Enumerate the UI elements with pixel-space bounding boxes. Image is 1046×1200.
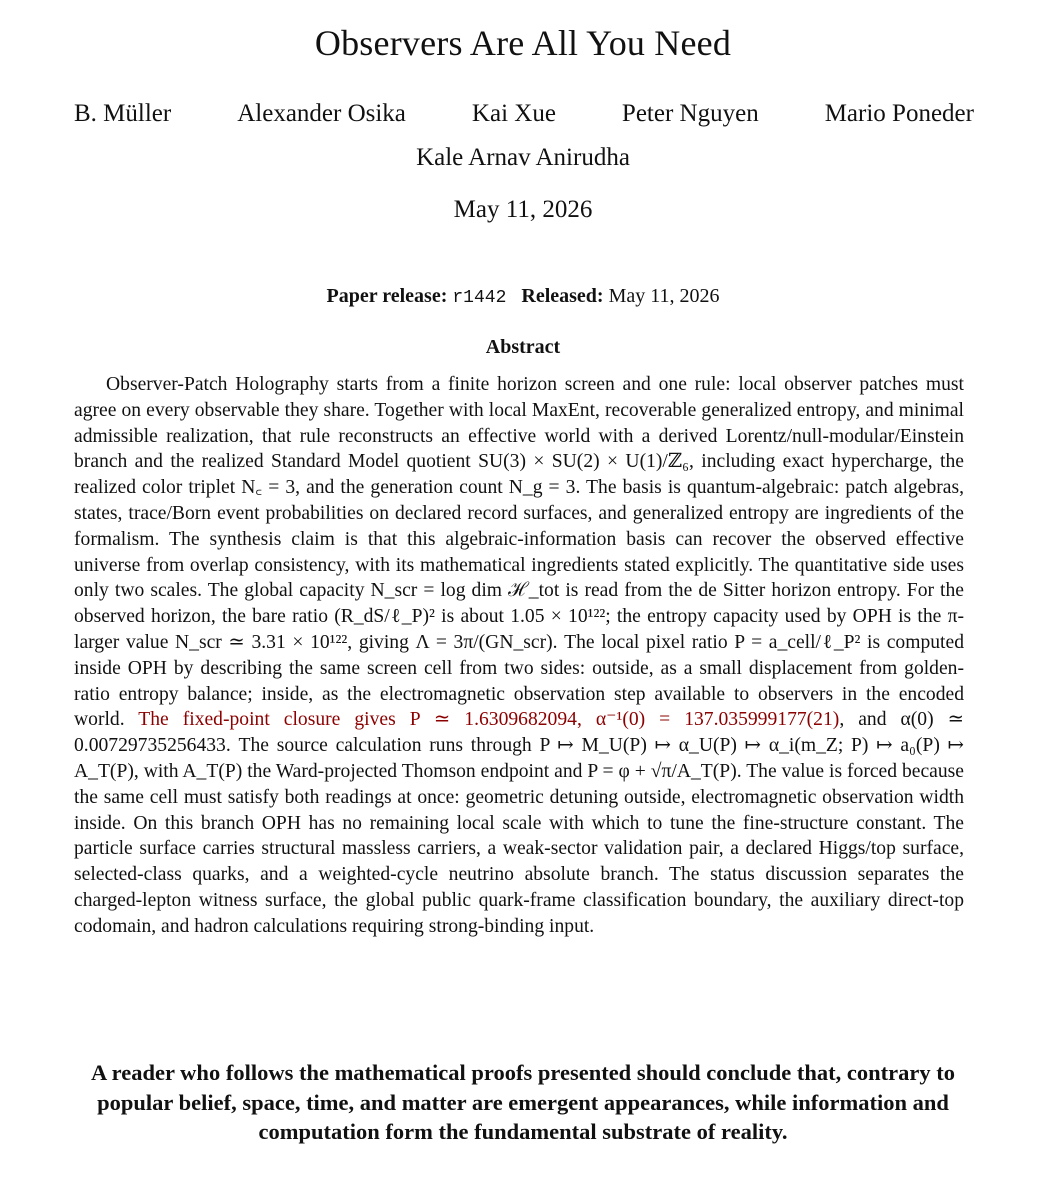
abstract-text: Observer-Patch Holography starts from a finite horizon screen and one rule: local observer patches must agree on every observable they share. Together with local MaxEnt, recoverable generalized entropy, and minimal admissible realization, that rule reconstructs an effective world with a derived Lorentz/null-modular/Einstein branch and the realized Standard Model quotient SU(3) × SU(2) × U(1)/ℤ₆, including exact hypercharge, the realized color triplet N꜀ = 3, and the generation count N_g = 3. The basis is quantum-algebraic: patch algebras, states, trace/Born event probabilities on declared record surfaces, and generalized entropy are ingredients of the formalism. The synthesis claim is that this algebraic-information basis can recover the observed effective universe from overlap consistency, with its mathematical ingredients stated explicitly. The quantitative side uses only two scales. The global capacity N_scr = log dim ℋ_tot is read from the de Sitter horizon entropy. For the observed horizon, the bare ratio (R_dS/ℓ_P)² is about 1.05 × 10¹²²; the entropy capacity used by OPH is the π-larger value N_scr ≃ 3.31 × 10¹²², giving Λ = 3π/(GN_scr). The local pixel ratio P = a_cell/ℓ_P² is computed inside OPH by describing the same screen cell from two sides: outside, as a small displacement from golden-ratio entropy balance; inside, as the electromagnetic observation step available to observers in the encoded world.	[74, 374, 964, 731]
author-list-line-2	[0, 144, 1046, 172]
paper-date: May 11, 2026	[453, 196, 593, 223]
author-name: B. Müller	[74, 100, 172, 127]
author-name: Mario Poneder	[824, 100, 974, 127]
conclusion-statement: A reader who follows the mathematical proofs presented should conclude that, contrary to popular belief, space, time, and matter are emergent appearances, while information and computation form the fundamental substrate of reality.	[91, 1060, 955, 1144]
author-name: Kai Xue	[471, 100, 556, 127]
released-date: May 11, 2026	[608, 285, 720, 307]
release-info	[0, 285, 1046, 308]
release-label: Paper release:	[326, 285, 448, 307]
abstract-heading: Abstract	[485, 336, 561, 358]
author-list	[74, 100, 974, 128]
author-name: Peter Nguyen	[621, 100, 759, 127]
paper-title: Observers Are All You Need	[314, 23, 732, 63]
abstract-body	[74, 372, 964, 940]
abstract-highlight-link[interactable]: The fixed-point closure gives P ≃ 1.6309682094, α⁻¹(0) = 137.035999177(21)	[138, 709, 840, 731]
author-name: Kale Arnav Anirudha	[416, 144, 630, 171]
abstract-text-continued: , and α(0) ≃ 0.00729735256433. The source calculation runs through P ↦ M_U(P) ↦ α_U(P) ↦ α_i(m_Z; P) ↦ a₀(P) ↦ A_T(P), with A_T(P) the Ward-projected Thomson endpoint and P = φ + √π/A_T(P). The value is forced because the same cell must satisfy both readings at once: geometric detuning outside, electromagnetic observation width inside. On this branch OPH has no remaining local scale with which to tune the fine-structure constant. The particle surface carries structural massless carriers, a weak-sector validation pair, a declared Higgs/top surface, selected-class quarks, and a weighted-cycle neutrino absolute branch. The status discussion separates the charged-lepton witness surface, the global public quark-frame classification boundary, the auxiliary direct-top codomain, and hadron calculations requiring strong-binding input.	[74, 709, 965, 937]
release-id: r1442	[452, 288, 507, 308]
released-label: Released:	[521, 285, 604, 307]
author-name: Alexander Osika	[237, 100, 406, 127]
